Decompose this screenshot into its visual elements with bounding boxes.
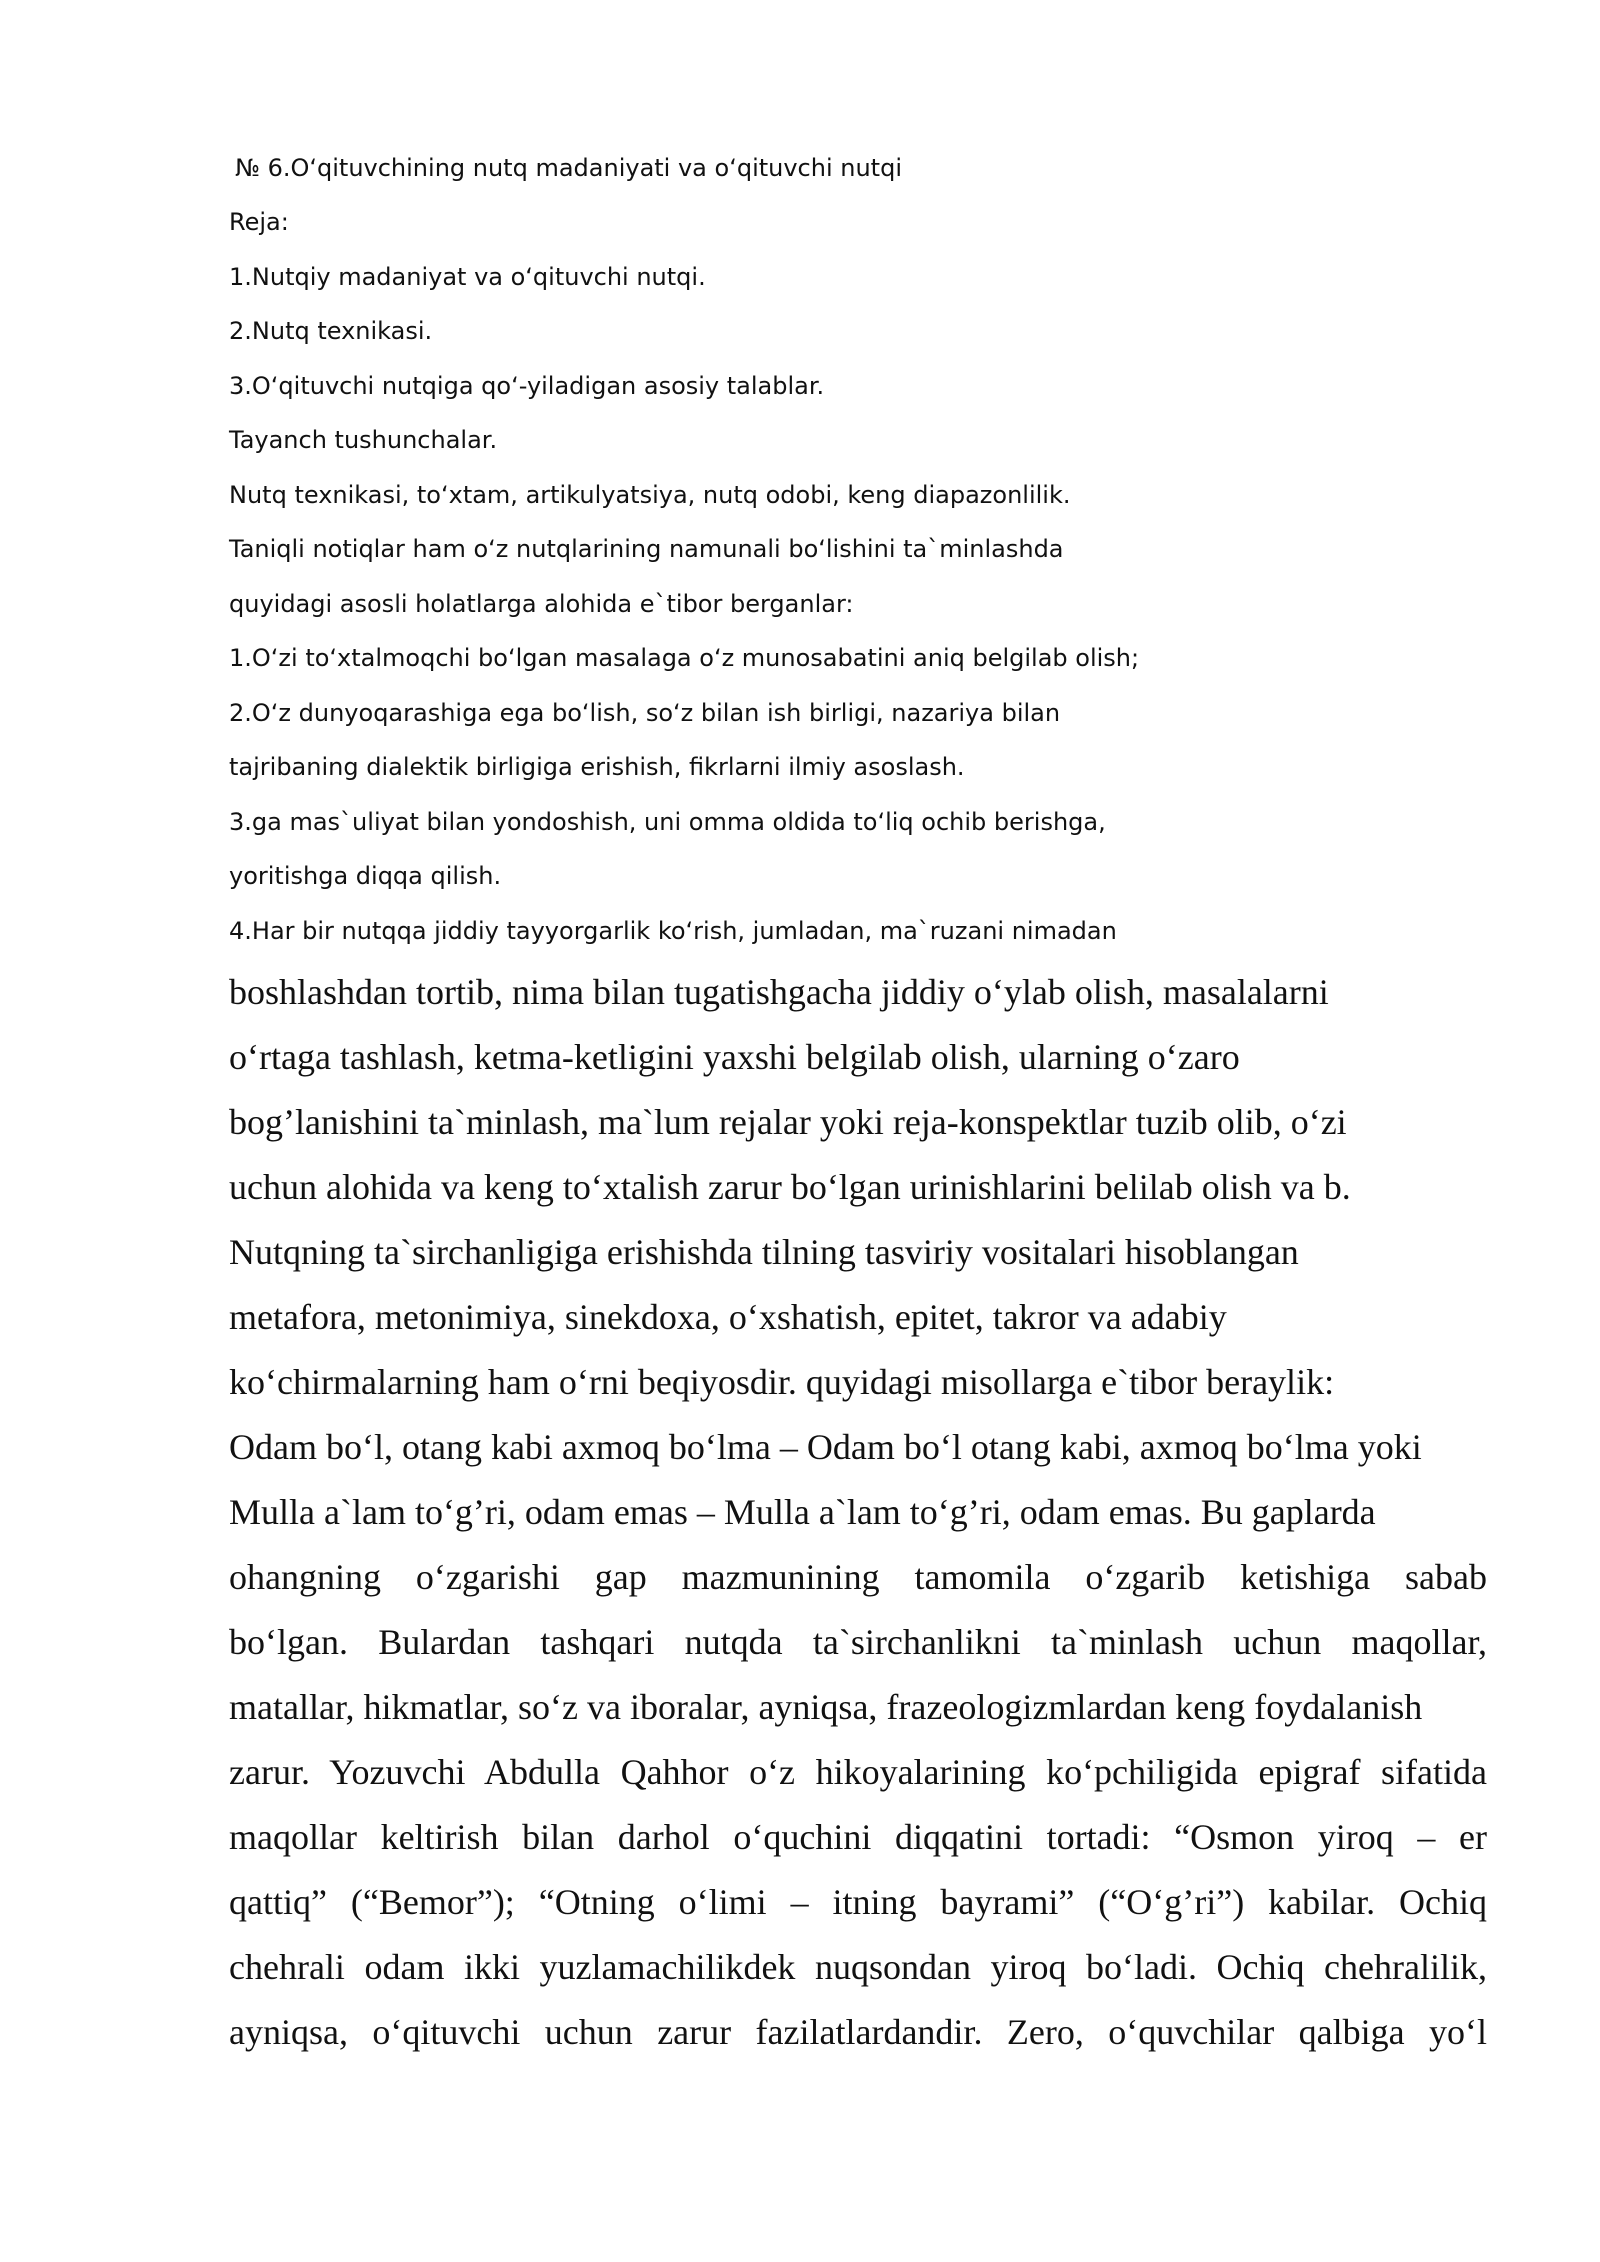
body-line: bog’lanishini ta`minlash, ma`lum rejalar yoki reja-konspektlar tuzib olib, o‘zi	[229, 1102, 1347, 1142]
list-line: tajribaning dialektik birligiga erishish, fikrlarni ilmiy asoslash.	[229, 753, 965, 781]
body-line: ayniqsa, o‘qituvchi uchun zarur fazilatlardandir. Zero, o‘quvchilar qalbiga yo‘l	[229, 2012, 1487, 2052]
body-line: maqollar keltirish bilan darhol o‘quchini diqqatini tortadi: “Osmon yiroq – er	[229, 1817, 1487, 1857]
body-line: matallar, hikmatlar, so‘z va iboralar, ayniqsa, frazeologizmlardan keng foydalanish	[229, 1687, 1423, 1727]
list-line: 3.ga mas`uliyat bilan yondoshish, uni omma oldida to‘liq ochib berishga,	[229, 808, 1106, 836]
plan-item: 1.Nutqiy madaniyat va o‘qituvchi nutqi.	[229, 263, 706, 291]
key-concepts-label: Tayanch tushunchalar.	[229, 426, 498, 454]
list-line: 4.Har bir nutqqa jiddiy tayyorgarlik ko‘rish, jumladan, ma`ruzani nimadan	[229, 917, 1117, 945]
body-line: o‘rtaga tashlash, ketma-ketligini yaxshi belgilab olish, ularning o‘zaro	[229, 1037, 1240, 1077]
plan-label: Reja:	[229, 208, 289, 236]
list-line: yoritishga diqqa qilish.	[229, 862, 502, 890]
body-line: metafora, metonimiya, sinekdoxa, o‘xshatish, epitet, takror va adabiy	[229, 1297, 1227, 1337]
body-line: ohangning o‘zgarishi gap mazmunining tamomila o‘zgarib ketishiga sabab	[229, 1557, 1487, 1597]
body-line: chehrali odam ikki yuzlamachilikdek nuqsondan yiroq bo‘ladi. Ochiq chehralilik,	[229, 1947, 1487, 1987]
body-line: zarur. Yozuvchi Abdulla Qahhor o‘z hikoyalarining ko‘pchiligida epigraf sifatida	[229, 1752, 1487, 1792]
body-line: ko‘chirmalarning ham o‘rni beqiyosdir. quyidagi misollarga e`tibor beraylik:	[229, 1362, 1335, 1402]
body-line: boshlashdan tortib, nima bilan tugatishgacha jiddiy o‘ylab olish, masalalarni	[229, 972, 1329, 1012]
body-line: uchun alohida va keng to‘xtalish zarur bo‘lgan urinishlarini belilab olish va b.	[229, 1167, 1351, 1207]
list-line: 1.O‘zi to‘xtalmoqchi bo‘lgan masalaga o‘z munosabatini aniq belgilab olish;	[229, 644, 1140, 672]
body-line: Mulla a`lam to‘g’ri, odam emas – Mulla a`lam to‘g’ri, odam emas. Bu gaplarda	[229, 1492, 1376, 1532]
intro-line: Taniqli notiqlar ham o‘z nutqlarining namunali bo‘lishini ta`minlashda	[229, 535, 1064, 563]
body-line: Odam bo‘l, otang kabi axmoq bo‘lma – Odam bo‘l otang kabi, axmoq bo‘lma yoki	[229, 1427, 1422, 1467]
intro-line: quyidagi asosli holatlarga alohida e`tibor berganlar:	[229, 590, 854, 618]
key-concepts: Nutq texnikasi, to‘xtam, artikulyatsiya, nutq odobi, keng diapazonlilik.	[229, 481, 1071, 509]
body-line: qattiq” (“Bemor”); “Otning o‘limi – itning bayrami” (“O‘g’ri”) kabilar. Ochiq	[229, 1882, 1487, 1922]
plan-item: 3.O‘qituvchi nutqiga qo‘-yiladigan asosiy talablar.	[229, 372, 825, 400]
body-line: bo‘lgan. Bulardan tashqari nutqda ta`sirchanlikni ta`minlash uchun maqollar,	[229, 1622, 1487, 1662]
list-line: 2.O‘z dunyoqarashiga ega bo‘lish, so‘z bilan ish birligi, nazariya bilan	[229, 699, 1061, 727]
body-line: Nutqning ta`sirchanligiga erishishda tilning tasviriy vositalari hisoblangan	[229, 1232, 1299, 1272]
document-title: № 6.O‘qituvchining nutq madaniyati va o‘qituvchi nutqi	[235, 154, 902, 182]
plan-item: 2.Nutq texnikasi.	[229, 317, 433, 345]
